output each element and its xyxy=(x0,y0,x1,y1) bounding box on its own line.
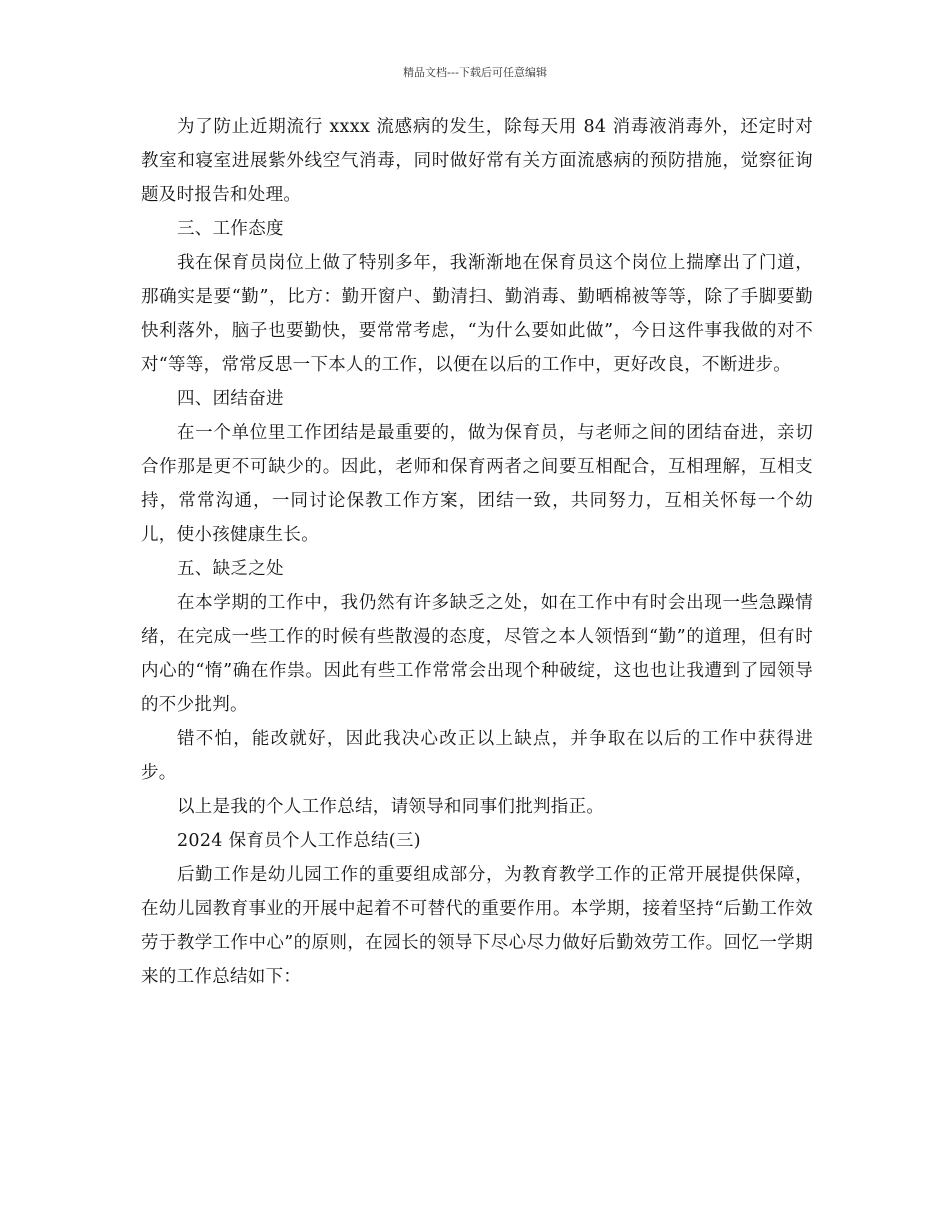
section-heading-work-attitude: 三、工作态度 xyxy=(177,219,284,239)
paragraph-work-attitude: 我在保育员岗位上做了特别多年，我渐渐地在保育员这个岗位上揣摩出了门道，那确实是要“勤”，比方：勤开窗户、勤清扫、勤消毒、勤晒棉被等等，除了手脚要勤快利落外，脑子也要勤快，要常常考虑，“为什么要如此做”，今日这件事我做的对不对“等等，常常反思一下本人的工作，以便在以后的工作中，更好改良，不断进步。 xyxy=(141,253,813,375)
paragraph-logistics-intro: 后勤工作是幼儿园工作的重要组成部分，为教育教学工作的正常开展提供保障，在幼儿园教育事业的开展中起着不可替代的重要作用。本学期，接着坚持“后勤工作效劳于教学工作中心”的原则，在园长的领导下尽心尽力做好后勤效劳工作。回忆一学期来的工作总结如下： xyxy=(141,865,813,987)
paragraph-teamwork: 在一个单位里工作团结是最重要的，做为保育员，与老师之间的团结奋进，亲切合作那是更不可缺少的。因此，老师和保育两者之间要互相配合，互相理解，互相支持，常常沟通，一同讨论保教工作方案，团结一致，共同努力，互相关怀每一个幼儿，使小孩健康生长。 xyxy=(141,423,813,545)
paragraph-flu-prevention: 为了防止近期流行 xxxx 流感病的发生，除每天用 84 消毒液消毒外，还定时对教室和寝室进展紫外线空气消毒，同时做好常有关方面流感病的预防措施，觉察征询题及时报告和处理。 xyxy=(141,117,813,205)
document-body xyxy=(141,110,813,994)
section-heading-teamwork: 四、团结奋进 xyxy=(177,389,284,409)
paragraph-improvement: 错不怕，能改就好，因此我决心改正以上缺点，并争取在以后的工作中获得进步。 xyxy=(141,729,813,783)
page-header: 精品文档---下载后可任意编辑 xyxy=(403,66,547,79)
paragraph-closing: 以上是我的个人工作总结，请领导和同事们批判指正。 xyxy=(177,797,605,817)
paragraph-shortcomings: 在本学期的工作中，我仍然有许多缺乏之处，如在工作中有时会出现一些急躁情绪，在完成一些工作的时候有些散漫的态度，尽管之本人领悟到“勤”的道理，但有时内心的“惰”确在作祟。因此有些工作常常会出现个种破绽，这也也让我遭到了园领导的不少批判。 xyxy=(141,593,813,715)
section-heading-shortcomings: 五、缺乏之处 xyxy=(177,559,284,579)
section-heading-summary-three: 2024 保育员个人工作总结(三) xyxy=(177,831,421,851)
